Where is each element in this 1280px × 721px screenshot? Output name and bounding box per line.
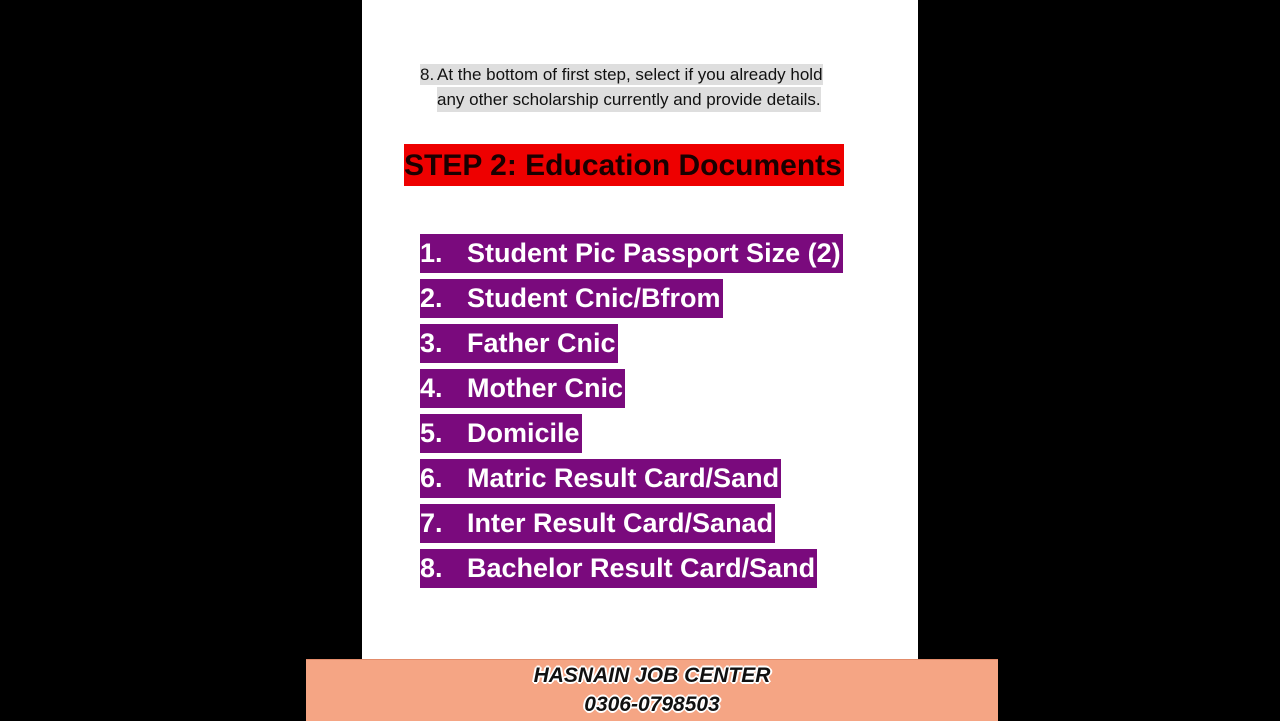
note-text-1: At the bottom of first step, select if you already hold [437, 65, 823, 84]
list-item-number: 5. [420, 418, 443, 448]
list-item-bar [420, 549, 817, 588]
list-item-bar [420, 459, 781, 498]
list-item [420, 504, 843, 543]
list-item-bar [420, 324, 618, 363]
list-item-label: Father Cnic [467, 328, 616, 358]
list-item-bar [420, 234, 843, 273]
banner-title: HASNAIN JOB CENTER [533, 664, 771, 687]
note-text-2: any other scholarship currently and provide details. [437, 87, 821, 112]
note-number: 8. [420, 65, 435, 84]
list-item-label: Student Cnic/Bfrom [467, 283, 721, 313]
list-item-label: Matric Result Card/Sand [467, 463, 780, 493]
list-item-number: 8. [420, 553, 443, 583]
list-item-bar [420, 504, 775, 543]
list-item [420, 279, 843, 318]
footer-banner [306, 659, 998, 721]
banner-phone: 0306-0798503 [584, 693, 720, 716]
list-item [420, 459, 843, 498]
list-item [420, 414, 843, 453]
instruction-note [420, 62, 880, 112]
list-item-label: Mother Cnic [467, 373, 624, 403]
list-item-label: Inter Result Card/Sanad [467, 508, 774, 538]
list-item-bar [420, 369, 625, 408]
list-item [420, 549, 843, 588]
list-item-number: 4. [420, 373, 443, 403]
list-item [420, 369, 843, 408]
list-item-bar [420, 279, 723, 318]
list-item-bar [420, 414, 582, 453]
list-item-number: 6. [420, 463, 443, 493]
list-item-label: Bachelor Result Card/Sand [467, 553, 816, 583]
list-item-number: 2. [420, 283, 443, 313]
list-item-number: 3. [420, 328, 443, 358]
note-line-1 [420, 64, 823, 85]
list-item [420, 234, 843, 273]
documents-list [420, 234, 843, 594]
list-item-number: 1. [420, 238, 443, 268]
list-item-label: Student Pic Passport Size (2) [467, 238, 841, 268]
list-item-label: Domicile [467, 418, 580, 448]
list-item [420, 324, 843, 363]
list-item-number: 7. [420, 508, 443, 538]
step-heading: STEP 2: Education Documents [404, 144, 844, 186]
